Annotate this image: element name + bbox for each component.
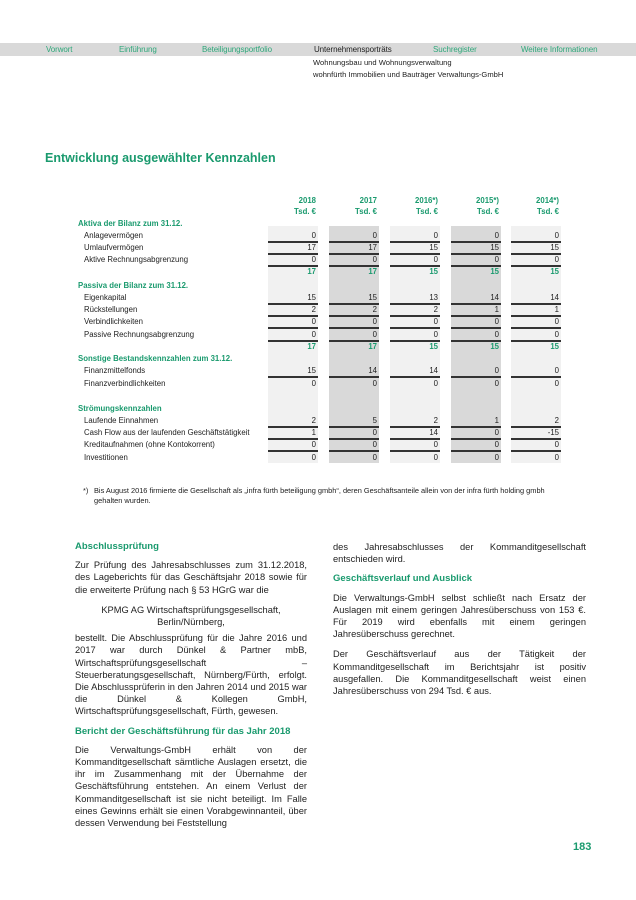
- column-year: 2014*): [536, 196, 559, 205]
- paragraph-outlook-1: Die Verwaltungs-GmbH selbst schließt nach Ersatz der Auslagen mit einem geringen Jahresüberschuss von 153 €. Für 2019 wird ebenfalls mit einem geringen Jahresüberschuss gerechnet.: [333, 592, 586, 640]
- table-cell: 5: [372, 416, 377, 425]
- column-year: 2015*): [476, 196, 499, 205]
- table-cell: 2: [311, 305, 316, 314]
- table-cell: 2: [372, 305, 377, 314]
- table-cell: 0: [372, 231, 377, 240]
- table-cell: 0: [494, 255, 499, 264]
- table-cell: 0: [372, 379, 377, 388]
- table-cell: 13: [429, 293, 438, 302]
- table-cell: 0: [554, 317, 559, 326]
- group-heading-sonstige: Sonstige Bestandskennzahlen zum 31.12.: [78, 354, 233, 363]
- paragraph-report: Die Verwaltungs-GmbH erhält von der Kommanditgesellschaft sämtliche Auslagen ersetzt, die ihr im Zusammenhang mit der Übernahme der Geschäftsführung entstehen. An einem Verlust der Kommanditgesellschaft ist sie nicht beteiligt. Im Falle eines Gewinns erhält sie einen Vorabgewinnanteil, über dessen Verwendung bei Feststellung: [75, 744, 307, 829]
- column-unit: Tsd. €: [477, 207, 499, 216]
- table-cell: 0: [433, 453, 438, 462]
- table-cell: 2: [433, 416, 438, 425]
- table-cell: 17: [307, 243, 316, 252]
- table-cell: 0: [372, 428, 377, 437]
- column-year: 2018: [298, 196, 316, 205]
- table-cell: 1: [494, 305, 499, 314]
- table-cell: 14: [550, 293, 559, 302]
- table-cell: 15: [550, 243, 559, 252]
- total-cell: 17: [368, 342, 377, 351]
- table-cell: 0: [554, 255, 559, 264]
- row-label: Investitionen: [84, 453, 128, 462]
- table-cell: 0: [372, 255, 377, 264]
- group-heading-stroemung: Strömungskennzahlen: [78, 404, 162, 413]
- column-year: 2017: [359, 196, 377, 205]
- row-label: Finanzverbindlichkeiten: [84, 379, 166, 388]
- total-cell: 15: [550, 267, 559, 276]
- table-cell: 2: [554, 416, 559, 425]
- table-cell: 0: [311, 317, 316, 326]
- row-label: Laufende Einnahmen: [84, 416, 159, 425]
- table-cell: 0: [554, 440, 559, 449]
- nav-item-vorwort[interactable]: Vorwort: [46, 45, 73, 54]
- paragraph-continuation: des Jahresabschlusses der Kommanditgesellschaft entschieden wird.: [333, 542, 586, 565]
- column-unit: Tsd. €: [355, 207, 377, 216]
- top-navigation-bar: [0, 43, 636, 56]
- paragraph-outlook-2: Der Geschäftsverlauf aus der Tätigkeit der Kommanditgesellschaft im Berichtsjahr ist positiv ausgefallen. Die Kommanditgesellschaft weist einen Jahresüberschuss von 294 Tsd. € aus.: [333, 649, 586, 697]
- paragraph-audit-history: bestellt. Die Abschlussprüfung für die Jahre 2016 und 2017 war durch Dünkel & Partner mbB, Wirtschaftsprüfungsgesellschaft – Steuerberatungsgesellschaft, Nürnberg/Fürth, erfolgt. Die Abschlussprüferin in den Jahren 2014 und 2015 war die Dünkel & Kollegen GmbH, Wirtschaftsprüfungsgesellschaft, Fürth, gewesen.: [75, 633, 307, 717]
- column-unit: Tsd. €: [416, 207, 438, 216]
- table-cell: 0: [554, 453, 559, 462]
- table-cell: 0: [433, 317, 438, 326]
- column-year: 2016*): [415, 196, 438, 205]
- footnote-text: Bis August 2016 firmierte die Gesellschaft als „infra fürth beteiligung gmbh“, deren Geschäftsanteile allein von der infra fürth holding gmbh gehalten wurden.: [94, 486, 545, 505]
- table-cell: 14: [368, 366, 377, 375]
- table-cell: -15: [547, 428, 559, 437]
- table-cell: 0: [554, 231, 559, 240]
- table-cell: 2: [433, 305, 438, 314]
- row-label: Umlaufvermögen: [84, 243, 144, 252]
- total-cell: 17: [368, 267, 377, 276]
- table-cell: 1: [311, 428, 316, 437]
- table-cell: 1: [554, 305, 559, 314]
- nav-item-suchregister[interactable]: Suchregister: [433, 45, 477, 54]
- table-cell: 0: [433, 440, 438, 449]
- table-cell: 0: [311, 255, 316, 264]
- row-label: Aktive Rechnungsabgrenzung: [84, 255, 189, 264]
- heading-geschaeftsverlauf: Geschäftsverlauf und Ausblick: [333, 573, 473, 585]
- nav-item-beteiligungsportfolio[interactable]: Beteiligungsportfolio: [202, 45, 272, 54]
- table-cell: 0: [494, 366, 499, 375]
- table-cell: 0: [372, 317, 377, 326]
- row-label: Cash Flow aus der laufenden Geschäftstätigkeit: [84, 428, 250, 437]
- table-cell: 0: [554, 366, 559, 375]
- group-heading-aktiva: Aktiva der Bilanz zum 31.12.: [78, 219, 183, 228]
- column-unit: Tsd. €: [294, 207, 316, 216]
- table-cell: 0: [554, 330, 559, 339]
- table-cell: 14: [490, 293, 499, 302]
- table-cell: 0: [494, 428, 499, 437]
- group-heading-passiva: Passiva der Bilanz zum 31.12.: [78, 281, 189, 290]
- table-cell: 15: [429, 243, 438, 252]
- table-cell: 15: [368, 293, 377, 302]
- table-cell: 0: [372, 440, 377, 449]
- table-cell: 14: [429, 366, 438, 375]
- auditor-name: KPMG AG Wirtschaftsprüfungsgesellschaft,: [101, 604, 281, 615]
- heading-bericht-geschaeftsfuehrung: Bericht der Geschäftsführung für das Jahr 2018: [75, 725, 291, 737]
- section-title: Entwicklung ausgewählter Kennzahlen: [45, 151, 276, 165]
- total-cell: 15: [490, 342, 499, 351]
- table-cell: 0: [372, 330, 377, 339]
- table-cell: 14: [429, 428, 438, 437]
- table-cell: 0: [494, 231, 499, 240]
- total-cell: 15: [429, 342, 438, 351]
- page-number: 183: [573, 841, 592, 853]
- table-cell: 0: [433, 255, 438, 264]
- nav-item-einfuehrung[interactable]: Einführung: [119, 45, 157, 54]
- table-cell: 0: [433, 379, 438, 388]
- row-label: Kreditaufnahmen (ohne Kontokorrent): [84, 440, 215, 449]
- company-subtitle: wohnfürth Immobilien und Bauträger Verwaltungs-GmbH: [313, 70, 504, 79]
- table-cell: 2: [311, 416, 316, 425]
- total-cell: 17: [307, 267, 316, 276]
- nav-item-unternehmensportraets[interactable]: Unternehmensporträts: [314, 45, 392, 54]
- table-cell: 0: [494, 379, 499, 388]
- table-cell: 0: [372, 453, 377, 462]
- paragraph-audit-intro: Zur Prüfung des Jahresabschlusses zum 31.12.2018, des Lageberichts für das Geschäftsjahr 2018 sowie für die erweiterte Prüfung nach § 53 HGrG war die: [75, 560, 307, 595]
- left-text-column: [75, 541, 307, 837]
- row-label: Anlagevermögen: [84, 231, 143, 240]
- heading-abschlusspruefung: Abschlussprüfung: [75, 541, 159, 552]
- total-cell: 15: [490, 267, 499, 276]
- row-label: Passive Rechnungsabgrenzung: [84, 330, 195, 339]
- table-cell: 0: [494, 317, 499, 326]
- auditor-city: Berlin/Nürnberg,: [157, 617, 225, 628]
- footnote-mark: *): [83, 486, 89, 495]
- table-cell: 0: [311, 379, 316, 388]
- table-cell: 15: [490, 243, 499, 252]
- table-cell: 0: [311, 440, 316, 449]
- column-unit: Tsd. €: [537, 207, 559, 216]
- table-cell: 17: [368, 243, 377, 252]
- table-cell: 15: [307, 366, 316, 375]
- row-label: Finanzmittelfonds: [84, 366, 146, 375]
- total-cell: 17: [307, 342, 316, 351]
- total-cell: 15: [550, 342, 559, 351]
- row-label: Verbindlichkeiten: [84, 317, 143, 326]
- table-cell: 0: [311, 453, 316, 462]
- table-cell: 0: [311, 231, 316, 240]
- table-cell: 0: [311, 330, 316, 339]
- nav-item-weitere-informationen[interactable]: Weitere Informationen: [521, 45, 598, 54]
- table-footnote: [83, 486, 563, 506]
- table-cell: 15: [307, 293, 316, 302]
- row-label: Rückstellungen: [84, 305, 138, 314]
- table-cell: 0: [494, 453, 499, 462]
- row-label: Eigenkapital: [84, 293, 127, 302]
- table-cell: 0: [494, 440, 499, 449]
- right-text-column: [333, 541, 586, 705]
- table-cell: 0: [554, 379, 559, 388]
- table-cell: 0: [494, 330, 499, 339]
- table-cell: 0: [433, 231, 438, 240]
- table-cell: 0: [433, 330, 438, 339]
- table-cell: 1: [494, 416, 499, 425]
- category-subtitle: Wohnungsbau und Wohnungsverwaltung: [313, 58, 452, 67]
- total-cell: 15: [429, 267, 438, 276]
